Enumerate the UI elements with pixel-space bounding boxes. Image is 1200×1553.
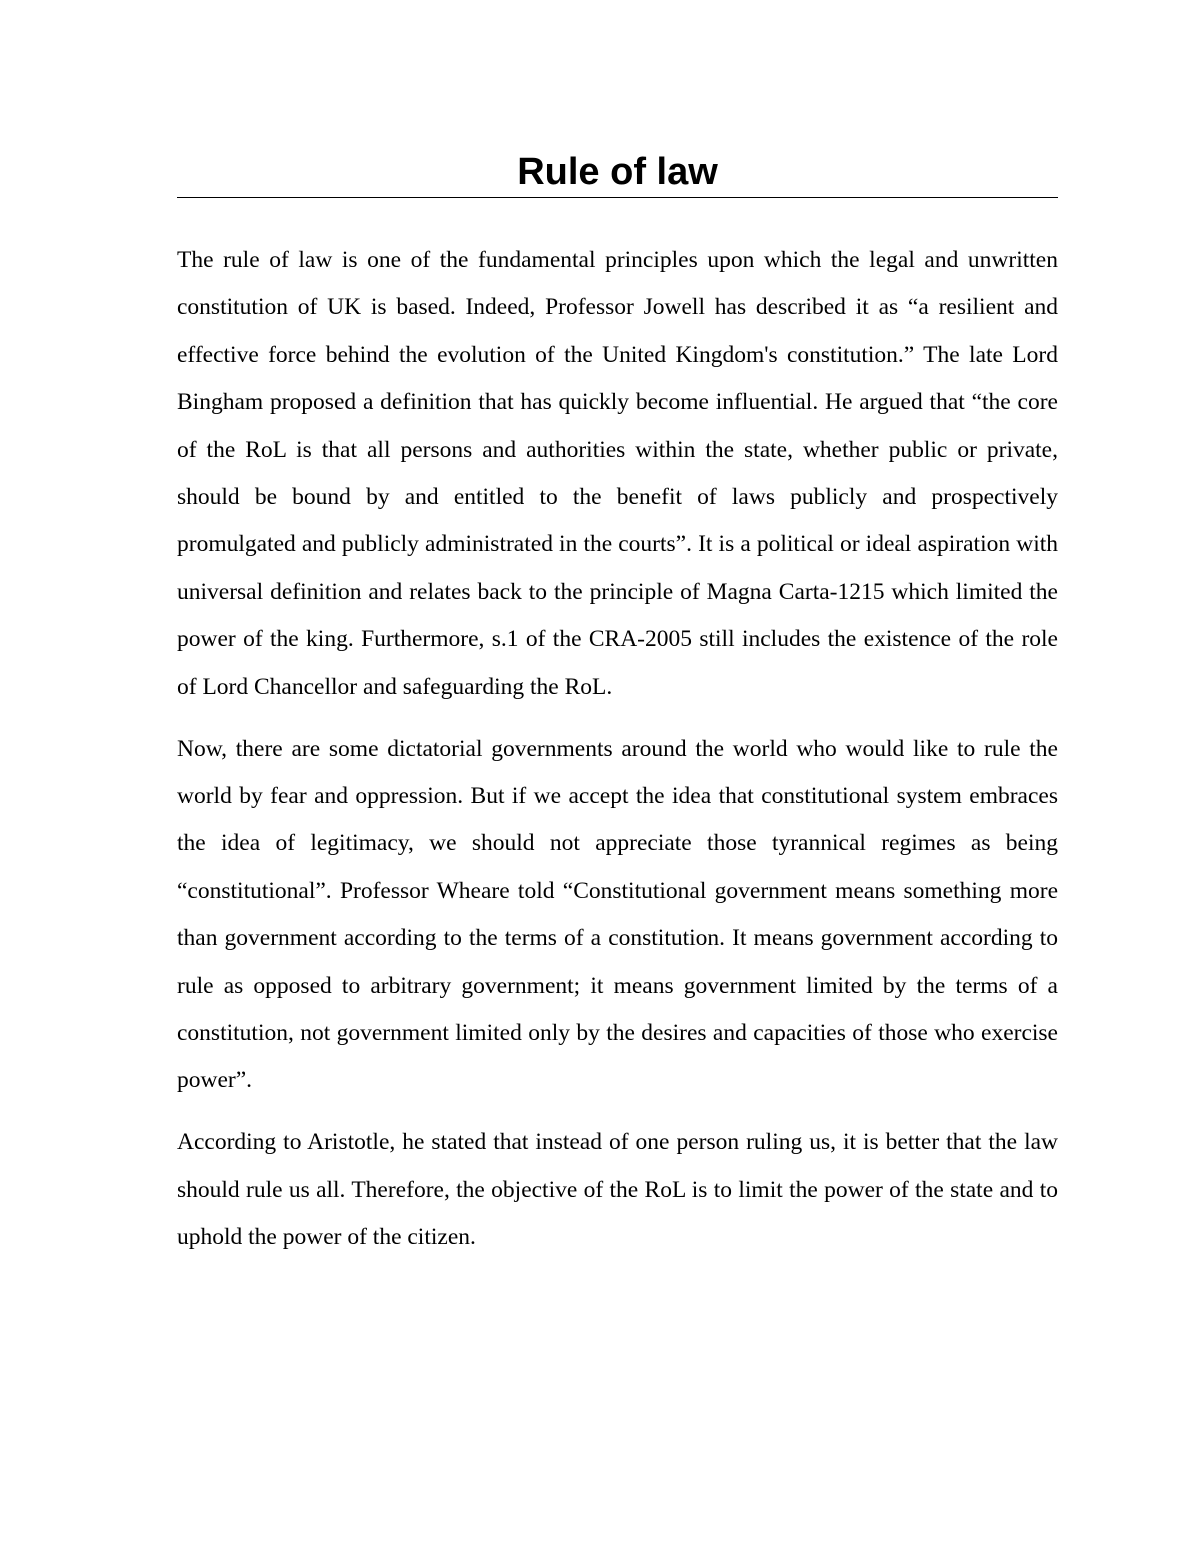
paragraph-rule-of-law-definition: The rule of law is one of the fundamental principles upon which the legal and unwritten constitution of UK is based. Indeed, Professor Jowell has described it as “a resilient and effective force behind the evolution of the United Kingdom's constitution.” The late Lord Bingham proposed a definition that has quickly become influential. He argued that “the core of the RoL is that all persons and authorities within the state, whether public or private, should be bound by and entitled to the benefit of laws publicly and prospectively promulgated and publicly administrated in the courts”. It is a political or ideal aspiration with universal definition and relates back to the principle of Magna Carta-1215 which limited the power of the king. Furthermore, s.1 of the CRA-2005 still includes the existence of the role of Lord Chancellor and safeguarding the RoL.	[177, 247, 1058, 700]
title-underline	[177, 197, 1058, 198]
paragraph-aristotle: According to Aristotle, he stated that instead of one person ruling us, it is better that the law should rule us all. Therefore, the objective of the RoL is to limit the power of the state and to uphold the power of the citizen.	[177, 1129, 1058, 1251]
paragraph-dictatorial-governments: Now, there are some dictatorial governments around the world who would like to rule the world by fear and oppression. But if we accept the idea that constitutional system embraces the idea of legitimacy, we should not appreciate those tyrannical regimes as being “constitutional”. Professor Wheare told “Constitutional government means something more than government according to the terms of a constitution. It means government according to rule as opposed to arbitrary government; it means government limited by the terms of a constitution, not government limited only by the desires and capacities of those who exercise power”.	[177, 735, 1058, 1094]
document-body	[177, 237, 1058, 1276]
page-title: Rule of law	[517, 151, 718, 193]
